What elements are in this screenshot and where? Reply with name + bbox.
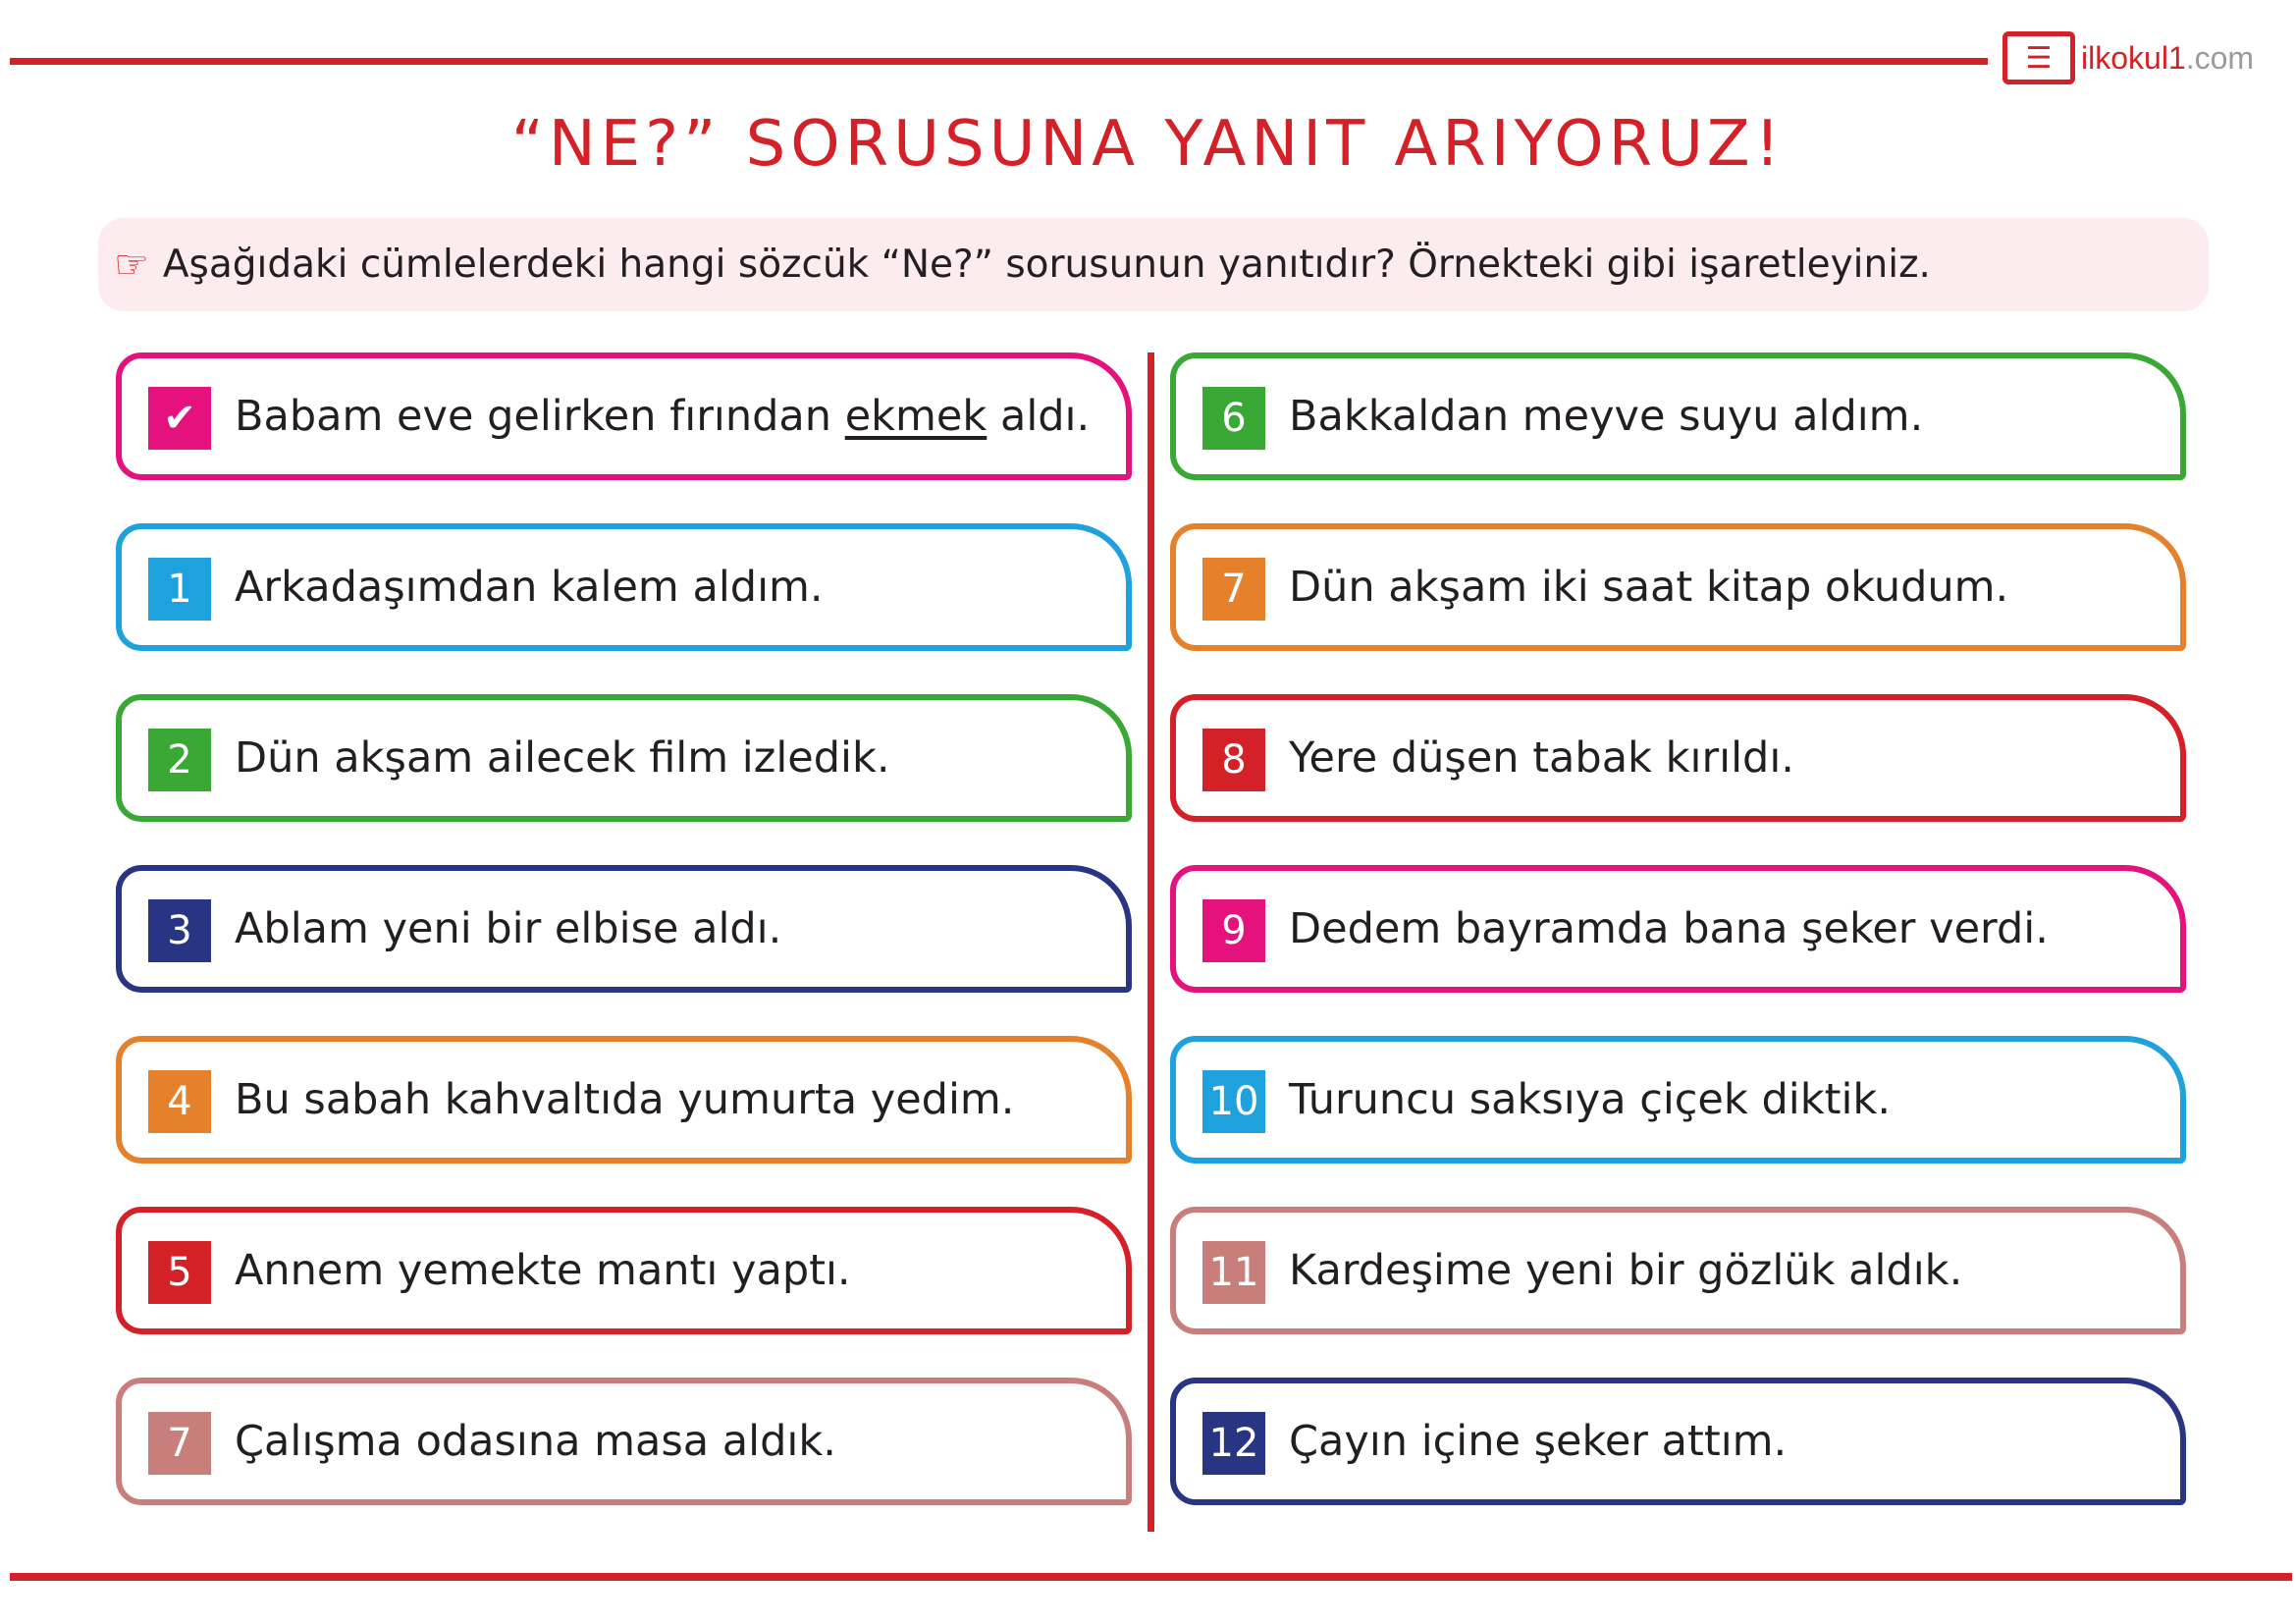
example-text: Babam eve gelirken fırından (235, 392, 845, 441)
item-number-box[interactable]: 7 (148, 1412, 211, 1475)
exercise-sentence: Çalışma odasına masa aldık. (235, 1417, 836, 1466)
exercise-sentence: Bu sabah kahvaltıda yumurta yedim. (235, 1075, 1015, 1124)
exercise-card (116, 1378, 1132, 1505)
logo-text: ilkokul1.com (2081, 39, 2255, 76)
example-card (116, 352, 1132, 480)
pointing-hand-icon: ☞ (114, 242, 149, 288)
exercise-card (1170, 1036, 2186, 1164)
exercise-sentence: Dün akşam iki saat kitap okudum. (1289, 563, 2009, 612)
exercise-card (116, 694, 1132, 822)
item-number-box[interactable]: 1 (148, 558, 211, 621)
exercise-card (116, 865, 1132, 993)
exercise-card (1170, 523, 2186, 651)
exercise-sentence: Bakkaldan meyve suyu aldım. (1289, 392, 1924, 441)
item-number-box[interactable]: 6 (1202, 387, 1265, 450)
item-number-box[interactable]: 8 (1202, 729, 1265, 791)
instruction-box (98, 218, 2209, 311)
exercise-sentence: Kardeşime yeni bir gözlük aldık. (1289, 1246, 1963, 1295)
exercise-sentence: Çayın içine şeker attım. (1289, 1417, 1788, 1466)
exercise-sentence: Dedem bayramda bana şeker verdi. (1289, 904, 2049, 953)
item-number-box[interactable]: 12 (1202, 1412, 1265, 1475)
item-number-box[interactable]: 5 (148, 1241, 211, 1304)
page-title: “NE?” SORUSUNA YANIT ARIYORUZ! (510, 108, 1786, 181)
exercise-sentence: Annem yemekte mantı yaptı. (235, 1246, 851, 1295)
site-logo[interactable] (2002, 26, 2254, 90)
item-number-box[interactable]: 4 (148, 1070, 211, 1133)
book-icon: ☰ (2002, 31, 2075, 84)
exercise-card (1170, 694, 2186, 822)
item-number-box[interactable]: 11 (1202, 1241, 1265, 1304)
item-number-box[interactable]: 9 (1202, 899, 1265, 962)
exercise-card (1170, 865, 2186, 993)
column-divider (1148, 352, 1154, 1532)
example-answer-word: ekmek (844, 392, 988, 441)
exercise-sentence: Turuncu saksıya çiçek diktik. (1289, 1075, 1891, 1124)
exercise-card (116, 523, 1132, 651)
exercise-card (116, 1036, 1132, 1164)
exercise-sentence: Ablam yeni bir elbise aldı. (235, 904, 782, 953)
bottom-rule (10, 1573, 2292, 1581)
top-rule (10, 58, 1988, 65)
instruction-text: Aşağıdaki cümlelerdeki hangi sözcük “Ne?” sorusunun yanıtıdır? Örnekteki gibi işaretleyiniz. (162, 243, 1931, 287)
exercise-sentence: Yere düşen tabak kırıldı. (1289, 733, 1794, 783)
item-number-box[interactable]: 3 (148, 899, 211, 962)
exercise-card (1170, 1378, 2186, 1505)
example-sentence (235, 358, 1090, 474)
item-number-box[interactable]: 2 (148, 729, 211, 791)
checkmark-icon[interactable]: ✔ (148, 387, 211, 450)
exercise-sentence: Dün akşam ailecek film izledik. (235, 733, 890, 783)
item-number-box[interactable]: 7 (1202, 558, 1265, 621)
exercise-card (1170, 1207, 2186, 1334)
item-number-box[interactable]: 10 (1202, 1070, 1265, 1133)
exercise-sentence: Arkadaşımdan kalem aldım. (235, 563, 824, 612)
exercise-card (116, 1207, 1132, 1334)
exercise-card (1170, 352, 2186, 480)
example-text: aldı. (987, 392, 1091, 441)
